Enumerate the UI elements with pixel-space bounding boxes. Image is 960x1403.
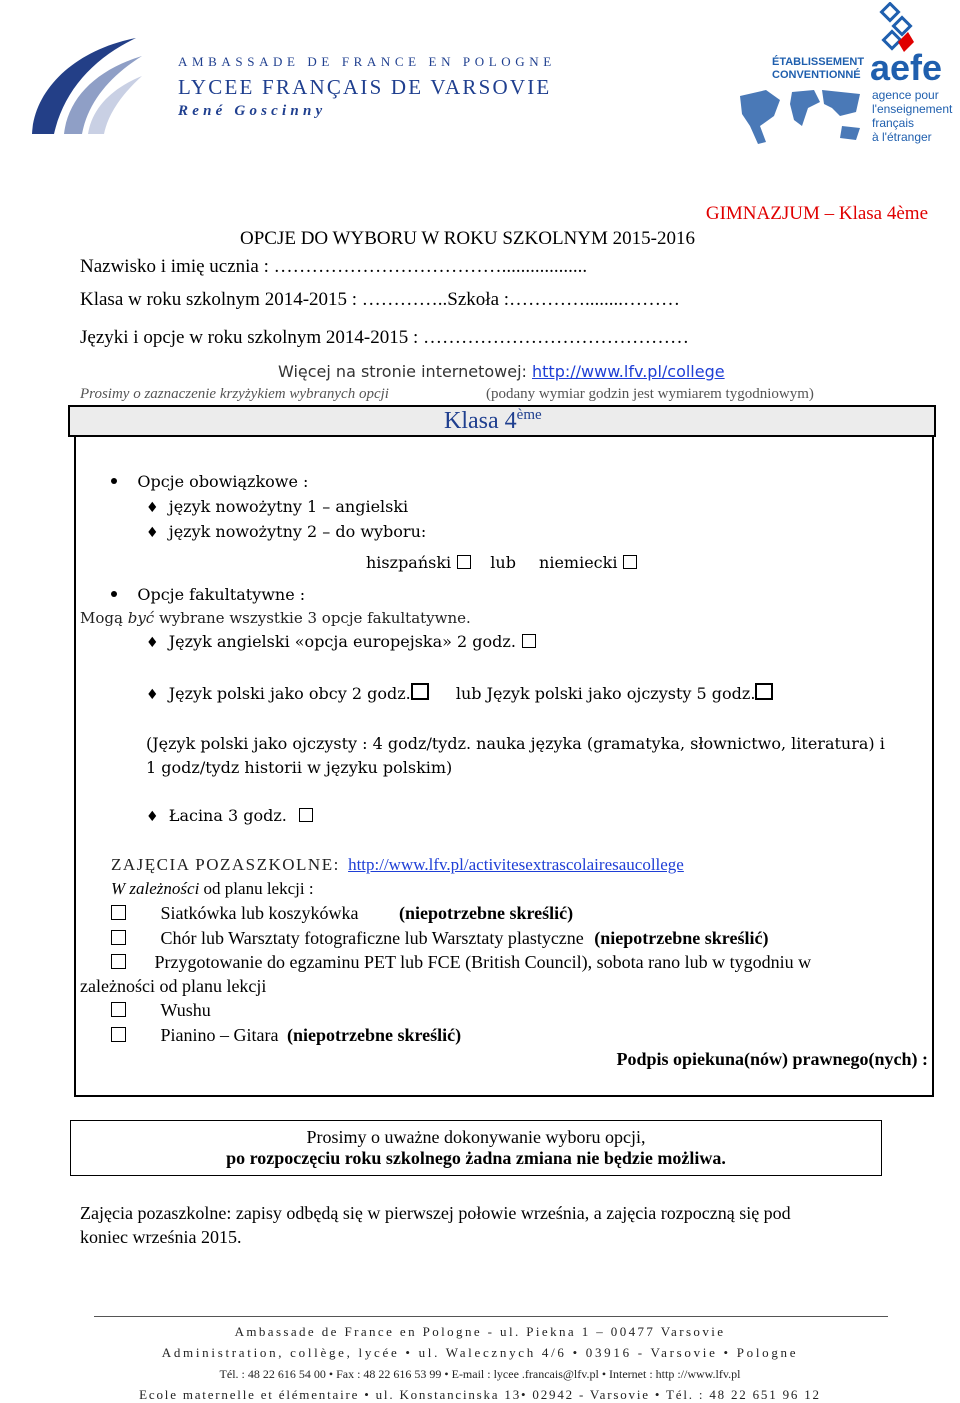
piano-text: Pianino – Gitara [160,1025,279,1045]
language-choice-row [366,553,637,572]
more-info-label: Więcej na stronie internetowej: [278,362,532,381]
extra-dependency-b: od planu lekcji : [199,879,314,898]
optional-title [111,585,305,604]
mandatory-item-1 [146,497,408,516]
volleyball-note: (niepotrzebne skreślić) [398,903,574,923]
extra-item-piano [111,1025,461,1046]
wushu-checkbox[interactable] [111,1002,126,1017]
exam-checkbox[interactable] [111,954,126,969]
aefe-tagline-2: l'enseignement [872,102,953,116]
piano-checkbox[interactable] [111,1027,126,1042]
extra-item-volleyball [111,903,573,924]
wushu-text: Wushu [160,1000,211,1020]
polish-note-line-1: (Język polski jako ojczysty : 4 godz/tydz. nauka języka (gramatyka, słownictwo, literatura) i [146,734,885,753]
extra-dependency-a: W zależności [111,879,200,898]
extra-title: ZAJĘCIA POZASZKOLNE: [111,855,340,874]
bullet-icon [111,591,117,597]
footer-rule [94,1316,888,1317]
lycee-logo [24,30,144,138]
aefe-tagline-1: agence pour [872,88,939,102]
notice-line-1: Prosimy o uważne dokonywanie wyboru opcji, [306,1127,646,1147]
main-title: OPCJE DO WYBORU W ROKU SZKOLNYM 2015-2016 [240,228,695,249]
polish-note-line-2: 1 godz/tydz historii w języku polskim) [146,758,453,777]
latin-checkbox[interactable] [299,808,313,822]
polish-foreign-checkbox[interactable] [411,683,429,700]
extra-item-exam-cont: zależności od planu lekcji [80,976,267,996]
mandatory-item-2-text: język nowożytny 2 – do wyboru: [168,522,427,541]
aefe-tagline-3: français [872,116,915,130]
rene-goscinny: René Goscinny [178,103,327,119]
class-header-text: Klasa 4 [444,408,517,434]
mandatory-item-1-text: język nowożytny 1 – angielski [168,497,409,516]
swoosh-logo-icon [24,30,144,138]
optional-note-c: wybrane wszystkie 3 opcje fakultatywne. [158,609,471,627]
aefe-logo [736,0,960,146]
extra-link[interactable]: http://www.lfv.pl/activitesextrascolairesaucollege [348,855,684,874]
choice-spanish-label: hiszpański [366,553,452,572]
optional-title-text: Opcje fakultatywne : [137,585,306,604]
mandatory-item-2 [146,522,426,541]
more-info-line [278,362,725,381]
german-checkbox[interactable] [623,555,637,569]
ambassade-line: AMBASSADE DE FRANCE EN POLOGNE [178,54,556,69]
lycee-name: LYCEE FRANÇAIS DE VARSOVIE [178,75,552,99]
choice-german-label: niemiecki [539,553,618,572]
languages-field[interactable]: Języki i opcje w roku szkolnym 2014-2015 : …………………………………… [80,327,690,348]
footer-line-3: Tél. : 48 22 616 54 00 • Fax : 48 22 616 53 99 • E-mail : lycee .francais@lfv.pl • Internet : http ://www.lfv.pl [219,1367,741,1381]
choir-text: Chór lub Warsztaty fotograficzne lub Warsztaty plastyczne [160,928,584,948]
student-name-field[interactable] [80,256,587,278]
class-header-title [444,407,542,435]
footer-line-4: Ecole maternelle et élémentaire • ul. Konstancinska 13• 02942 - Varsovie • Tél. : 48 22 651 96 12 [139,1387,821,1402]
aefe-tagline-4: à l'étranger [872,130,932,144]
extra-title-row [111,855,684,875]
signature-label: Podpis opiekuna(nów) prawnego(nych) : [616,1049,928,1069]
choice-or-label: lub [490,553,516,572]
mandatory-title-text: Opcje obowiązkowe : [137,472,309,491]
conventionne-label: CONVENTIONNÉ [772,69,861,81]
volleyball-checkbox[interactable] [111,905,126,920]
instruction-right: (podany wymiar godzin jest wymiarem tygodniowym) [486,386,814,402]
polish-native-text: lub Język polski jako ojczysty 5 godz. [455,684,756,703]
option-polish [146,683,773,703]
notice-box [70,1120,882,1176]
footer-line-2: Administration, collège, lycée • ul. Walecznych 4/6 • 03916 - Varsovie • Pologne [161,1345,799,1360]
notice-line-2: po rozpoczęciu roku szkolnego żadna zmiana nie będzie możliwa. [226,1148,726,1168]
aefe-wordmark: aefe [870,47,943,88]
extra-item-wushu [111,1000,211,1021]
closing-line-1: Zajęcia pozaszkolne: zapisy odbędą się w pierwszej połowie września, a zajęcia rozpoczną się pod [80,1203,791,1223]
class-header-sup: ème [516,407,542,423]
closing-line-2: koniec września 2015. [80,1227,242,1247]
optional-note-a: Mogą [80,609,123,627]
choir-note: (niepotrzebne skreślić) [594,928,769,948]
latin-text: Łacina 3 godz. [168,806,287,825]
option-european-text: Język angielski «opcja europejska» 2 godz. [168,632,516,651]
european-checkbox[interactable] [522,634,536,648]
footer-line-1: Ambassade de France en Pologne - ul. Piekna 1 – 00477 Varsovie [234,1324,726,1339]
more-info-link[interactable]: http://www.lfv.pl/college [532,362,725,381]
choir-checkbox[interactable] [111,930,126,945]
option-european [146,632,536,651]
gimnazjum-title: GIMNAZJUM – Klasa 4ème [705,203,928,224]
diamond-bullet-icon: ♦ [146,809,159,825]
spanish-checkbox[interactable] [457,555,471,569]
option-latin [146,806,313,825]
extra-dependency [111,879,314,899]
etablissement-label: ÉTABLISSEMENT [772,56,865,68]
class-school-field[interactable]: Klasa w roku szkolnym 2014-2015 : …………..Szkoła :…………........……… [80,289,681,310]
polish-foreign-text: Język polski jako obcy 2 godz. [168,684,411,703]
volleyball-text: Siatkówka lub koszykówka [160,903,359,923]
exam-text: Przygotowanie do egzaminu PET lub FCE (British Council), sobota rano lub w tygodniu w [154,952,812,972]
bullet-icon [111,478,117,484]
optional-note [80,609,471,627]
diamond-bullet-icon: ♦ [146,525,159,541]
mandatory-title [111,472,308,491]
optional-note-b: być [127,609,155,627]
diamond-bullet-icon: ♦ [146,687,159,703]
student-name-label: Nazwisko i imię ucznia : [80,256,274,277]
piano-note: (niepotrzebne skreślić) [286,1025,462,1045]
instruction-left: Prosimy o zaznaczenie krzyżykiem wybranych opcji [80,386,389,402]
extra-item-exam [111,952,811,973]
world-map-icon [736,86,866,146]
diamond-bullet-icon: ♦ [146,635,159,651]
extra-item-choir [111,928,768,949]
polish-native-checkbox[interactable] [755,683,773,700]
student-name-dots: ……………………………….................. [273,256,588,277]
diamond-bullet-icon: ♦ [146,500,159,516]
